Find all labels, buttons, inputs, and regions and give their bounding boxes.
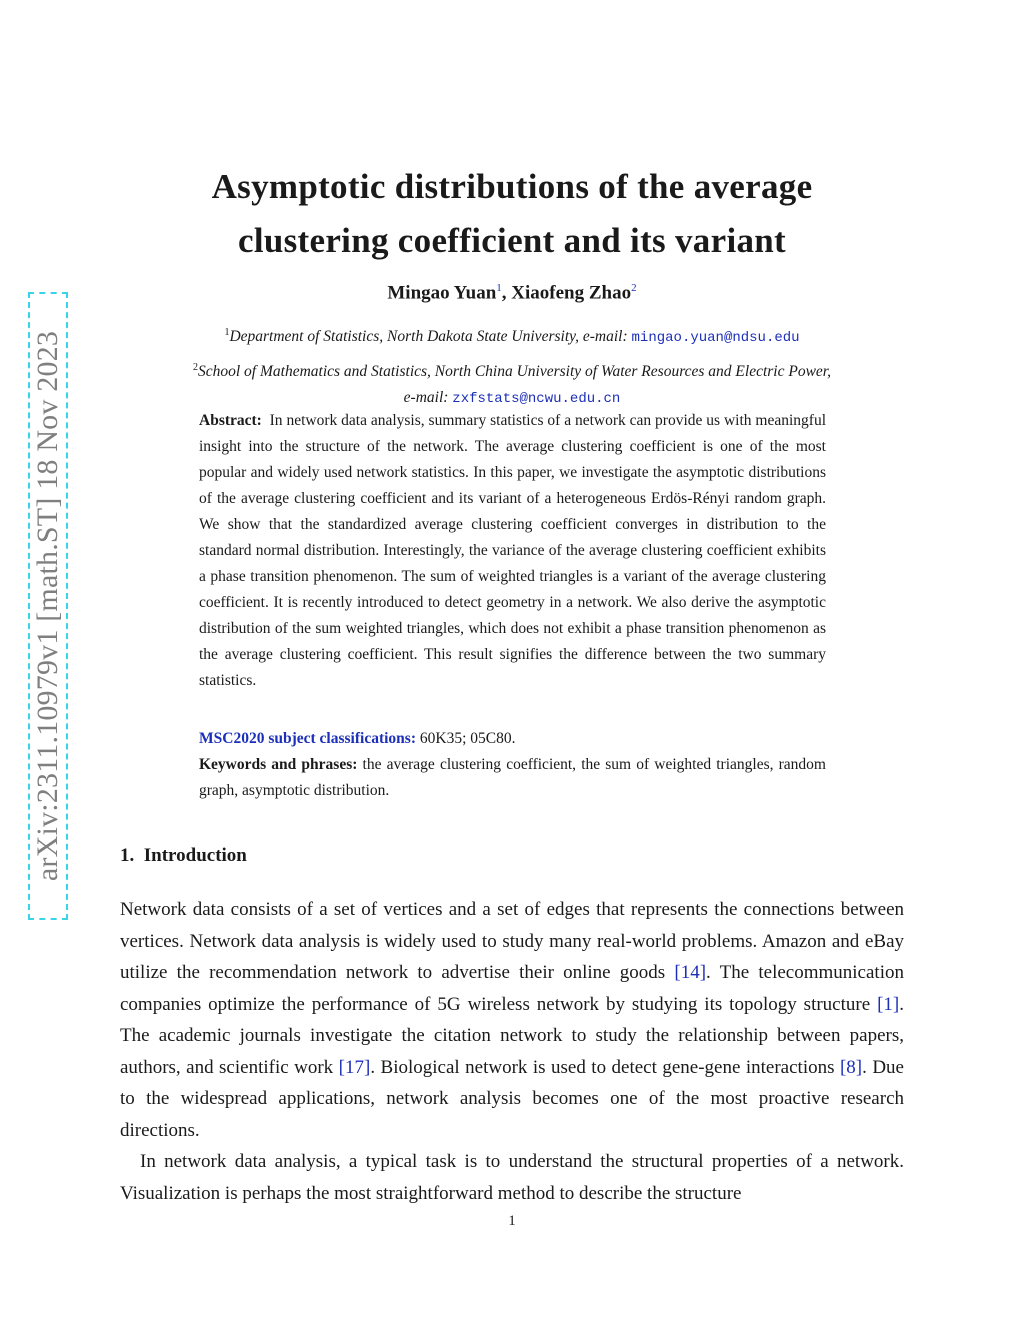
author-2-affiliation-link[interactable]: 2: [631, 282, 637, 294]
abstract-text: In network data analysis, summary statistics of a network can provide us with meaningful insight into the structure of the network. The average clustering coefficient is one of the most popular and widely used network statistics. In this paper, we investigate the asymptotic distributions of the average clustering coefficient and its variant of a heterogeneous Erdös-Rényi random graph. We show that the standardized average clustering coefficient converges in distribution to the standard normal distribution. Interestingly, the variance of the average clustering coefficient exhibits a phase transition phenomenon. The sum of weighted triangles is a variant of the average clustering coefficient. It is recently introduced to detect geometry in a network. We also derive the asymptotic distribution of the sum weighted triangles, which does not exhibit a phase transition phenomenon as the average clustering coefficient. This result signifies the difference between the two summary statistics.: [199, 412, 827, 689]
msc-link[interactable]: MSC2020 subject classifications:: [199, 730, 416, 747]
affiliation-1-text: Department of Statistics, North Dakota State University, e-mail:: [229, 328, 632, 346]
citation-link-17[interactable]: [17]: [338, 1056, 371, 1078]
paragraph-text: . The academic journals investigate the citation network to study the relationship between papers, authors, and scientific work: [120, 993, 904, 1078]
affiliation-2-marker: 2: [193, 362, 198, 373]
author-2: Xiaofeng Zhao: [511, 282, 632, 304]
paragraph-text: Network data consists of a set of vertices and a set of edges that represents the connections between vertices. Network data analysis is widely used to study many real-world problems. Amazon and eBay utilize the recommendation network to advertise their online goods: [120, 899, 904, 983]
title-line-2: clustering coefficient and its variant: [238, 221, 786, 260]
page-number: 1: [508, 1213, 516, 1229]
section-heading-introduction: [120, 845, 247, 867]
paragraph-text: . Biological network is used to detect gene-gene interactions: [370, 1056, 840, 1078]
author-list: [120, 282, 904, 304]
author-1-affiliation-link[interactable]: 1: [496, 282, 502, 294]
affiliation-2-email-link[interactable]: zxfstats@ncwu.edu.cn: [452, 391, 621, 408]
affiliation-1-email-link[interactable]: mingao.yuan@ndsu.edu: [631, 330, 800, 347]
citation-link-8[interactable]: [8]: [839, 1056, 863, 1078]
msc-value: 60K35; 05C80.: [419, 730, 516, 747]
affiliation-1: [120, 320, 904, 351]
abstract: [199, 408, 826, 694]
keywords-value: the average clustering coefficient, the sum of weighted triangles, random graph, asymptotic distribution.: [199, 756, 826, 799]
citation-link-1[interactable]: [1]: [877, 993, 900, 1015]
section-title: Introduction: [143, 845, 247, 866]
paper-title: [120, 160, 904, 268]
section-number: 1.: [120, 845, 135, 866]
author-1: Mingao Yuan: [387, 282, 497, 304]
affiliation-2-text: School of Mathematics and Statistics, North China University of Water Resources and Electric Power,: [198, 363, 831, 381]
author-separator: ,: [501, 282, 512, 304]
affiliation-1-marker: 1: [224, 327, 230, 338]
affiliation-2: [120, 355, 904, 412]
paragraph-text: . The telecommunication companies optimize the performance of 5G wireless network by studying its topology structure: [120, 962, 904, 1015]
abstract-label: Abstract:: [199, 412, 262, 429]
arxiv-identifier[interactable]: arXiv:2311.10979v1 [math.ST] 18 Nov 2023: [31, 330, 65, 882]
arxiv-stamp[interactable]: [28, 292, 68, 920]
affiliation-2-email-prefix: e-mail:: [403, 389, 453, 407]
keywords: [199, 752, 826, 804]
citation-link-14[interactable]: [14]: [674, 962, 707, 983]
msc-classifications: [199, 726, 826, 752]
intro-paragraph-1: [120, 894, 904, 1146]
title-line-1: Asymptotic distributions of the average: [211, 167, 813, 206]
paragraph-text: . Due to the widespread applications, network analysis becomes one of the most proactive research directions.: [120, 1056, 904, 1141]
keywords-label: Keywords and phrases:: [199, 756, 358, 773]
intro-paragraph-2: In network data analysis, a typical task is to understand the structural properties of a network. Visualization is perhaps the most straightforward method to describe the structure: [120, 1151, 904, 1204]
